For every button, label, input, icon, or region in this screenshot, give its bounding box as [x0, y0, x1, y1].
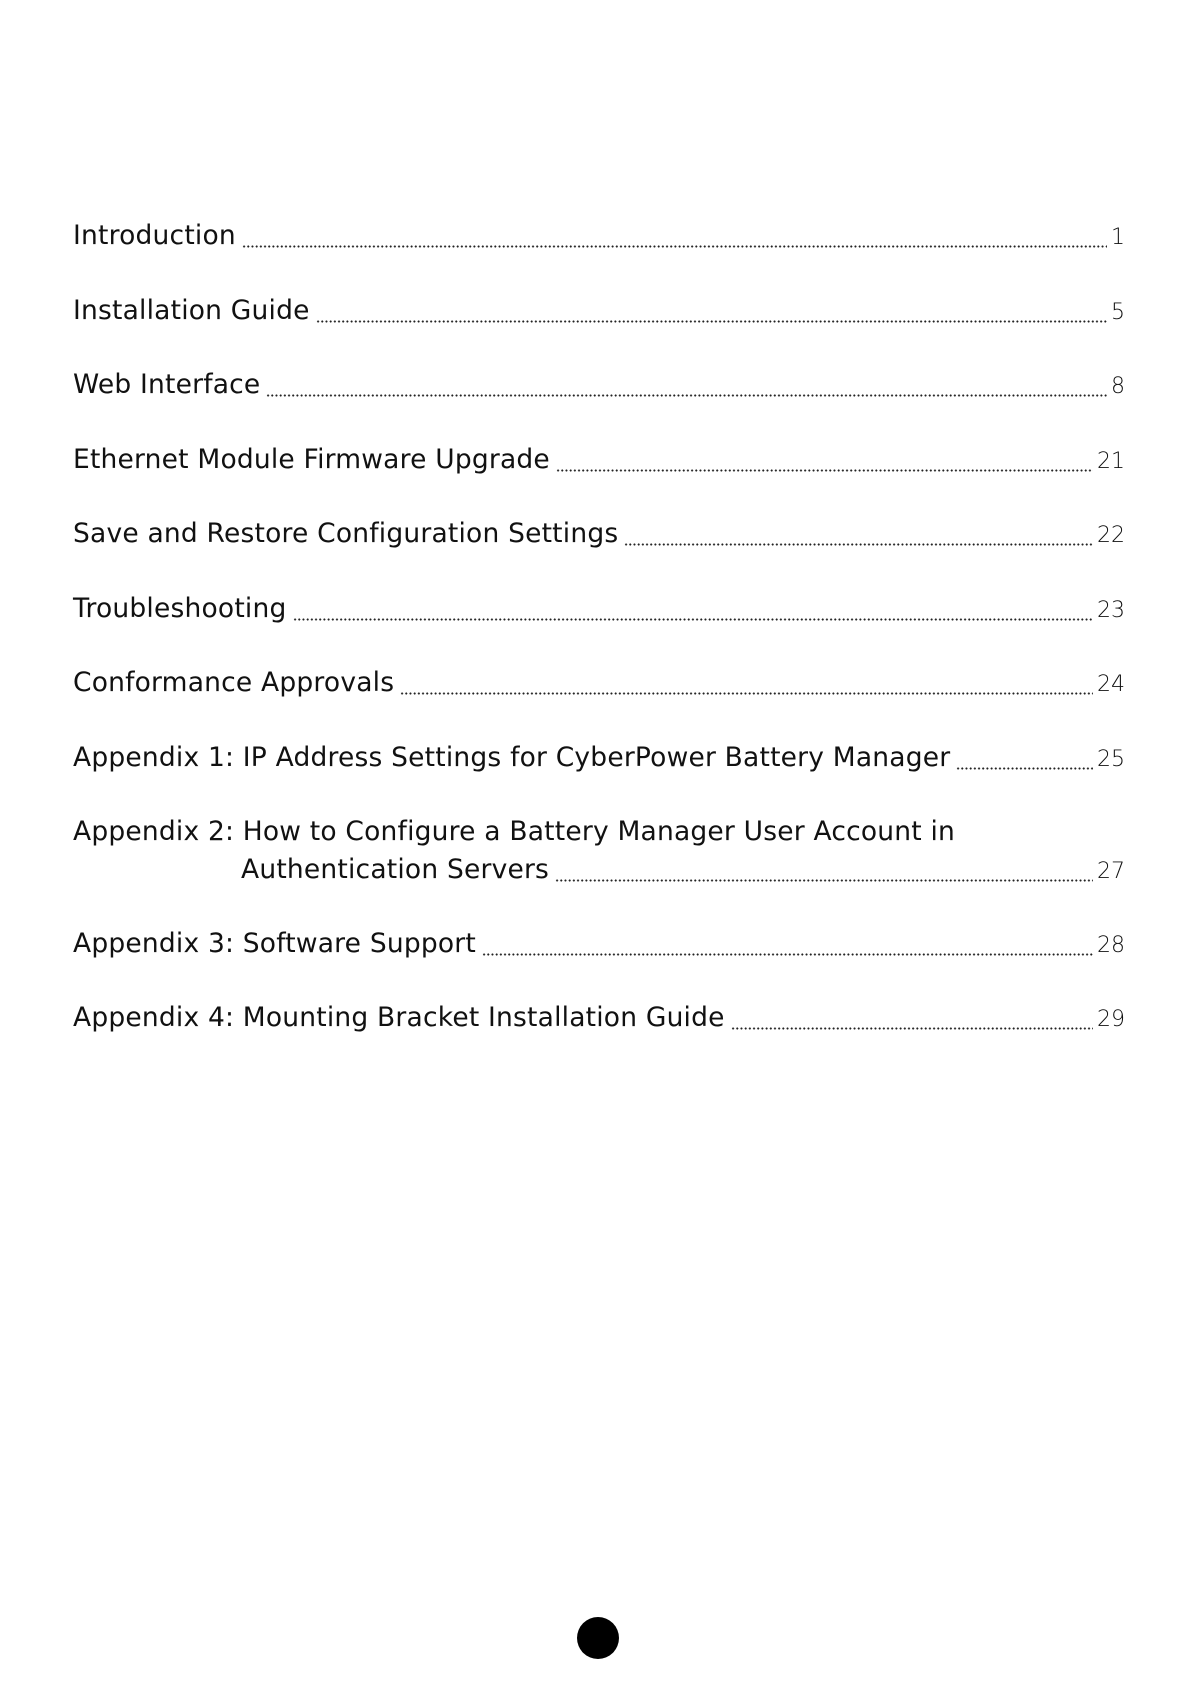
dot-leader — [556, 469, 1093, 472]
dot-leader — [400, 692, 1093, 695]
toc-entry-title: Web Interface — [73, 369, 261, 400]
toc-entry-page: 29 — [1097, 1007, 1125, 1032]
toc-entry-page: 5 — [1111, 299, 1125, 325]
toc-entry-page: 23 — [1097, 597, 1125, 623]
toc-entry-title: Appendix 4: Mounting Bracket Installation Guide — [73, 1002, 725, 1033]
toc-entry-save-restore[interactable] — [73, 518, 1125, 593]
toc-entry-title: Troubleshooting — [73, 592, 287, 624]
toc-entry-title: Ethernet Module Firmware Upgrade — [73, 443, 550, 475]
toc-entry-troubleshooting[interactable] — [73, 593, 1125, 668]
dot-leader — [266, 394, 1107, 397]
toc-entry-title: Save and Restore Configuration Settings — [73, 518, 619, 549]
toc-entry-page: 28 — [1097, 932, 1125, 958]
toc-entry-title: Introduction — [73, 220, 236, 251]
toc-entry-page: 22 — [1097, 523, 1125, 548]
toc-entry-title: Appendix 3: Software Support — [73, 927, 476, 959]
toc-entry-page: 25 — [1097, 746, 1125, 772]
toc-entry-appendix-2[interactable] — [73, 816, 1125, 928]
toc-entry-appendix-3[interactable] — [73, 928, 1125, 1003]
toc-entry-installation-guide[interactable] — [73, 295, 1125, 370]
toc-entry-conformance-approvals[interactable] — [73, 667, 1125, 742]
toc-entry-appendix-4[interactable] — [73, 1002, 1125, 1077]
toc-entry-title-line1: Appendix 2: How to Configure a Battery Manager User Account in — [73, 816, 956, 847]
toc-entry-appendix-1[interactable] — [73, 742, 1125, 817]
toc-entry-page: 21 — [1097, 448, 1125, 474]
dot-leader — [555, 879, 1093, 882]
page-marker-dot — [577, 1617, 619, 1659]
toc-entry-title: Appendix 1: IP Address Settings for CyberPower Battery Manager — [73, 741, 951, 773]
dot-leader — [956, 767, 1093, 770]
toc-entry-web-interface[interactable] — [73, 369, 1125, 444]
toc-entry-page: 1 — [1111, 225, 1125, 250]
toc-entry-firmware-upgrade[interactable] — [73, 444, 1125, 519]
dot-leader — [242, 245, 1107, 248]
toc-entry-introduction[interactable] — [73, 220, 1125, 295]
toc-entry-title: Installation Guide — [73, 294, 310, 326]
dot-leader — [624, 543, 1093, 546]
toc-entry-title: Conformance Approvals — [73, 667, 395, 698]
dot-leader — [316, 320, 1107, 323]
toc-entry-page: 27 — [1097, 859, 1125, 884]
dot-leader — [482, 953, 1093, 956]
toc-entry-page: 24 — [1097, 672, 1125, 697]
table-of-contents — [73, 220, 1125, 1077]
dot-leader — [293, 618, 1094, 621]
toc-entry-page: 8 — [1111, 374, 1125, 399]
toc-entry-title-line2: Authentication Servers — [241, 854, 550, 885]
dot-leader — [731, 1027, 1093, 1030]
